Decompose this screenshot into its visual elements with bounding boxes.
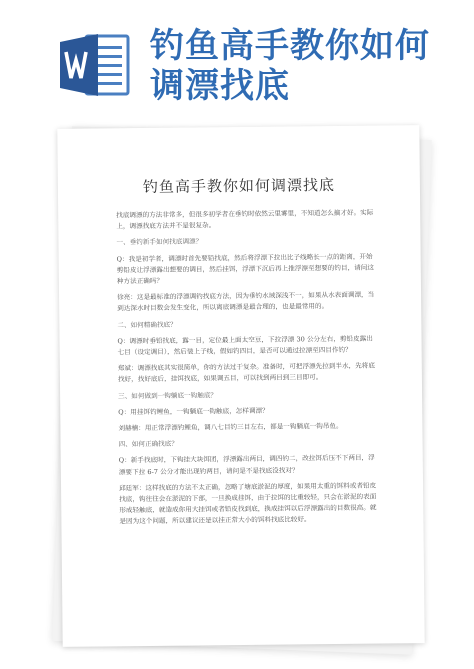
paragraph: 刘赫楠：用正常浮漂钓鲤鱼，调八七目钓三目左右，都是一钩躺底一钩吊鱼。 <box>118 421 343 433</box>
banner-title-line-1: 钓鱼高手教你如何 <box>150 26 430 66</box>
document-title: 钓鱼高手教你如何调漂找底 <box>142 176 335 197</box>
section-heading: 四、如何正确找底？ <box>118 439 178 449</box>
word-icon <box>58 30 132 100</box>
paragraph: 找底调漂的方法非常多，但很多初学者在垂钓时依然云里雾里，不知道怎么搞才好。实际上，调漂找底方法并不是很复杂。 <box>116 208 374 231</box>
paragraph: 邱廷军：这样找底的方法不太正确，忽略了塘底淤泥的厚度，如果用太重的饵料或者铅皮找底，钩往往会在淤泥的下部，一旦换成挂饵，由于拉饵的比重较轻，只会在淤泥的表面形成轻触底，就造成你用大挂饵或者铅皮找到底，换成挂饵以后浮漂露出的目数很高。就是因为这个问题，所以建议还是以挂正常大小的饵料找底比较好。 <box>119 481 377 526</box>
section-heading: 三、如何做到一钩躺底一钩触底？ <box>118 390 218 400</box>
paragraph: Q：新手找底时，下钩挂大块饵团，浮漂露出两目，调四钓二，改拉饵后压不下两目，浮漂要下拉 6-7 公分才能出现钓两目，请问是不是找底没找对？ <box>118 454 375 476</box>
paragraph: Q：调漂时垂铅找底，露一目，定位最上面太空豆，下拉浮漂 30 公分左右，剪铅皮露出七目（设定调目），然后装上子线，假如钓四目，是否可以通过拉漂至四目作钓？ <box>117 334 373 357</box>
paragraph: 徐亮：这是最标准的浮漂调钓找底方法，因为垂钓水域深浅不一，如果从水表面调漂，当到达深水时目数会发生变化，所以离底调漂是最合理的，也是最常用的。 <box>117 290 375 313</box>
banner-title <box>150 26 430 106</box>
document-preview <box>54 125 432 655</box>
paragraph: 郑斌：调漂找底其实很简单，你的方法过于复杂。准备时，可把浮漂先拉到半水，先将底找好，找好底后，挂饵找底，如果调五目，可以找到两目到三目即可。 <box>117 361 375 384</box>
paragraph: Q：用挂饵钓鲤鱼，一钩躺底一钩触底，怎样调漂？ <box>118 406 269 417</box>
section-heading: 一、垂钓新手如何找底调漂？ <box>116 237 203 247</box>
section-heading: 二、如何精确找底？ <box>117 320 177 329</box>
paragraph: Q：我是初学者，调漂时首先要铅找底，然后将浮漂下拉出比子线略长一点的距离，开始剪铅皮让浮漂露出想要的调目，然后挂饵，浮漂下沉后再上推浮漂至想要的钓目，请问这种方法正确吗？ <box>116 252 374 286</box>
document-page <box>57 125 424 647</box>
document-body <box>116 208 379 533</box>
banner-title-line-2: 调漂找底 <box>150 66 290 106</box>
header-banner <box>0 0 474 120</box>
